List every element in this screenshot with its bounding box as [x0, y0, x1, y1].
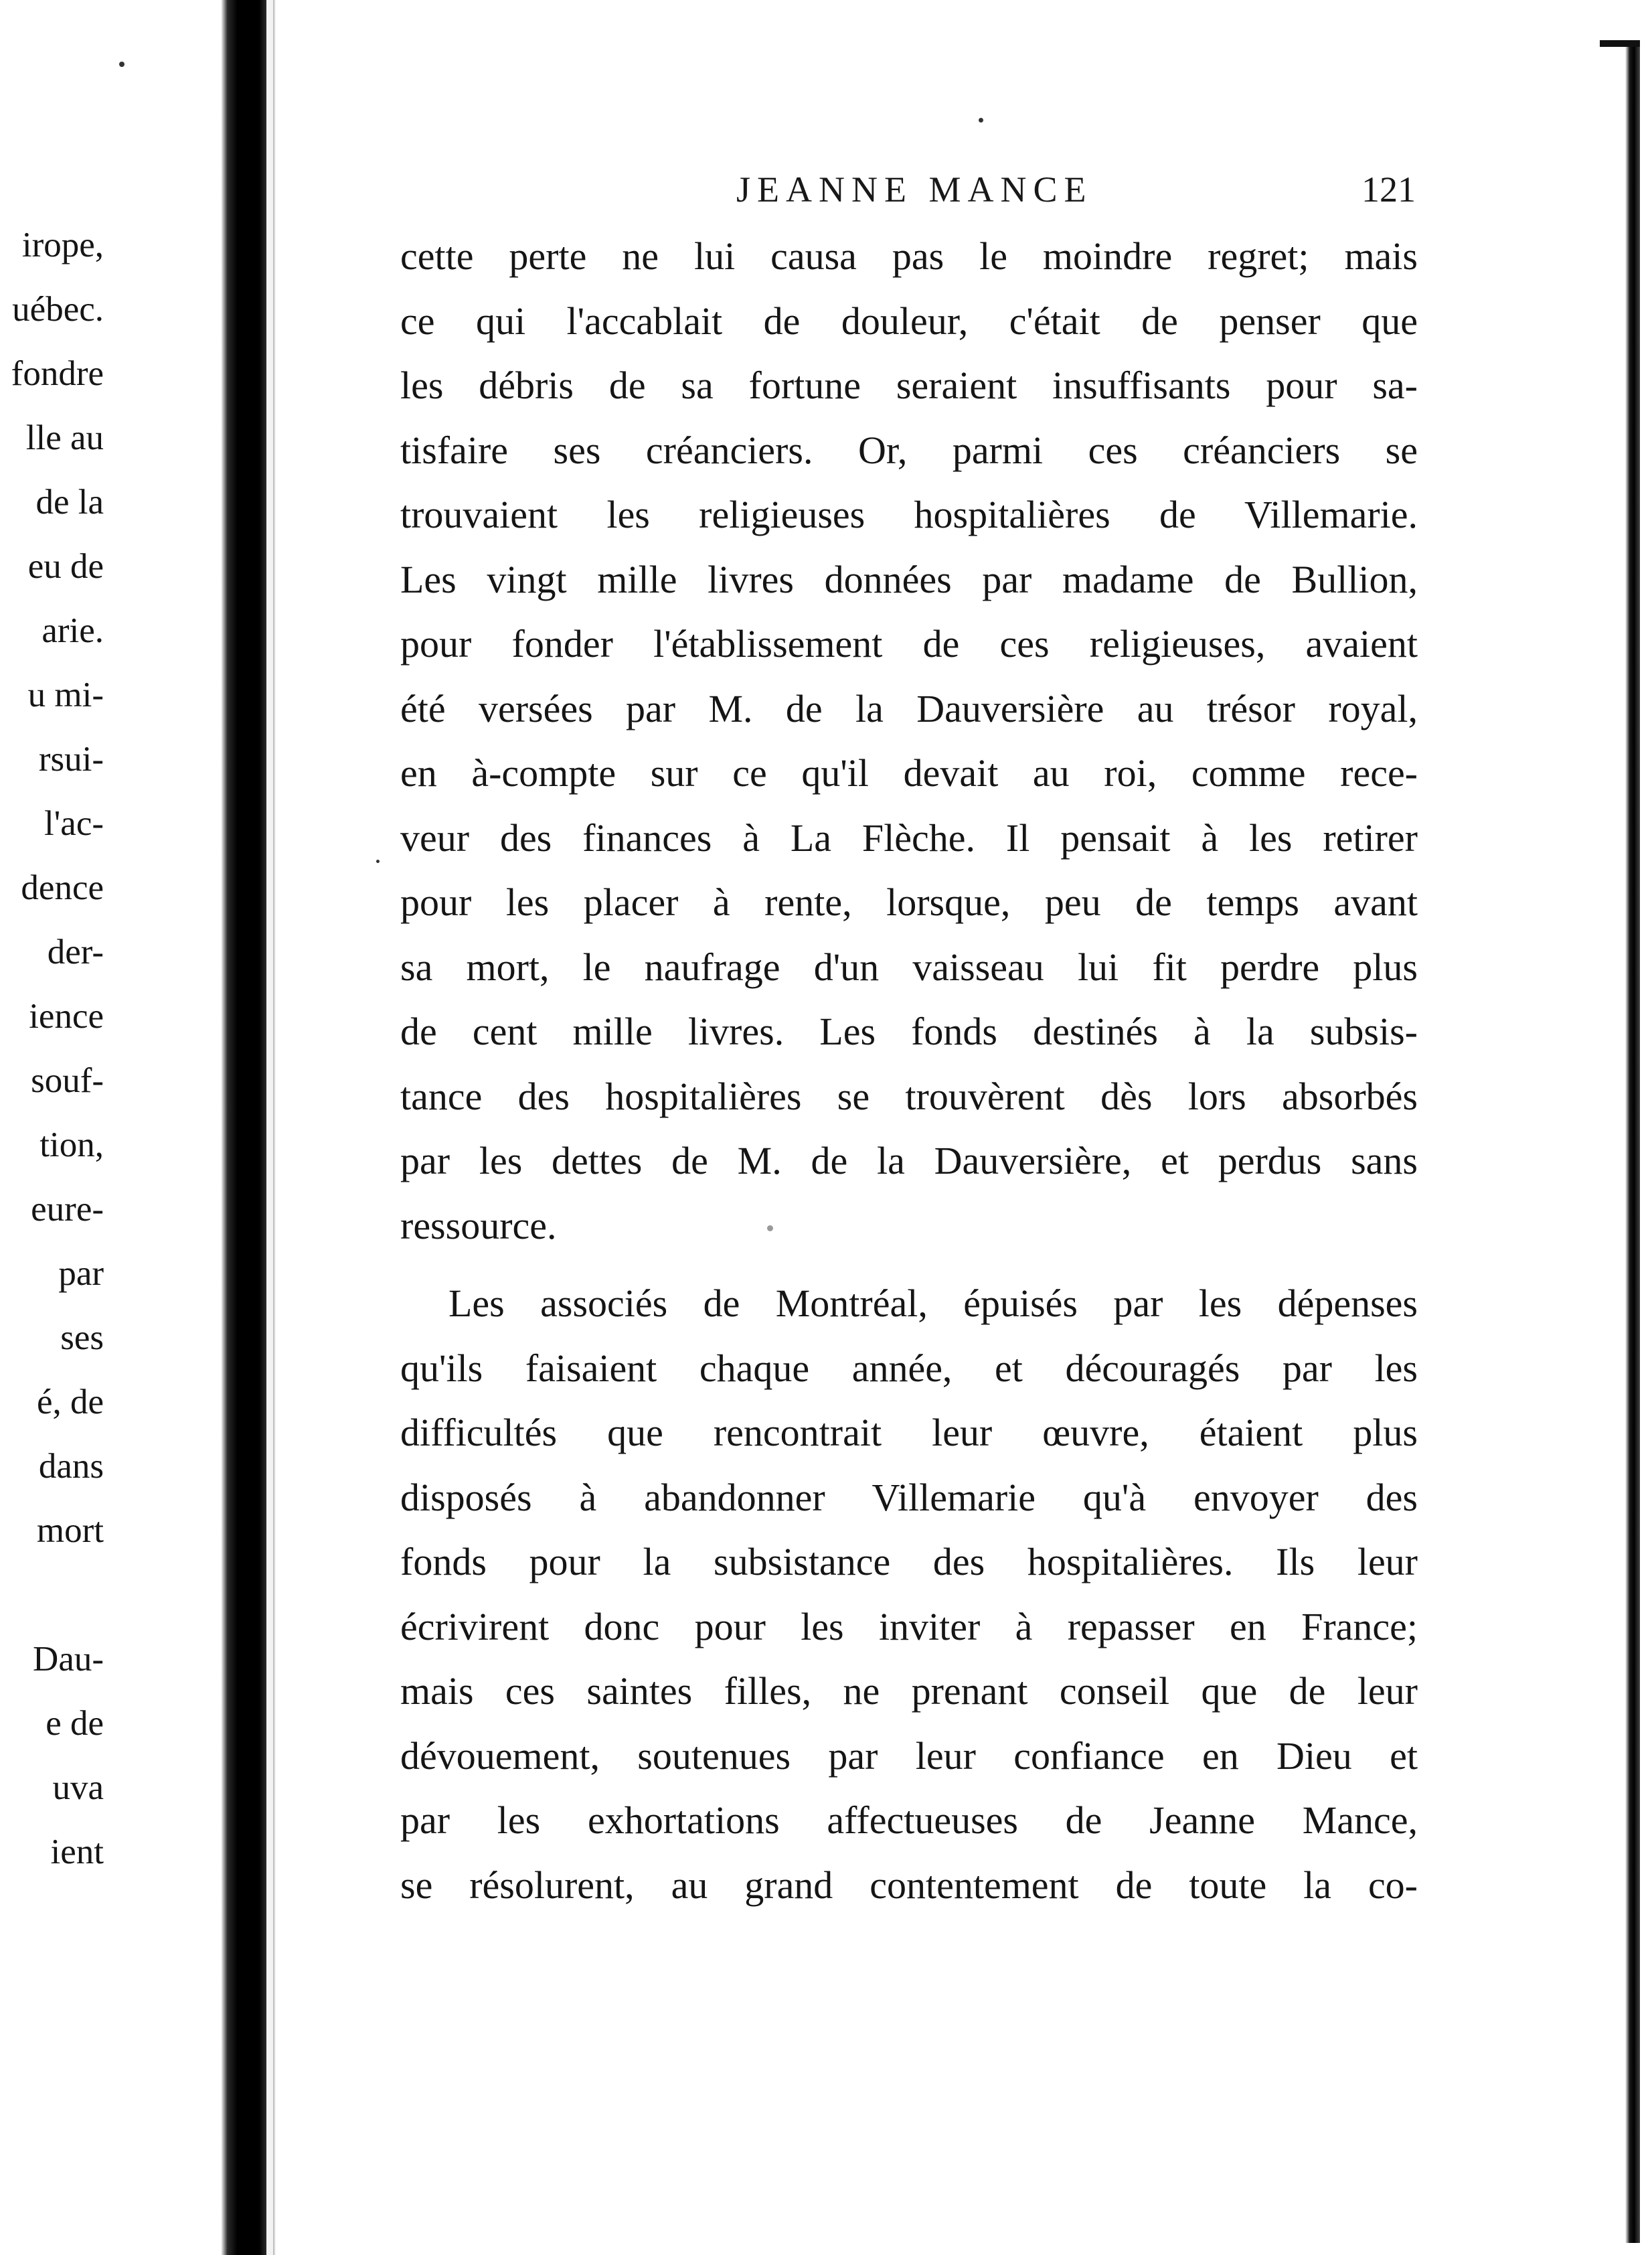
top-corner-shadow — [1600, 40, 1640, 47]
body-text-line: ce qui l'accablait de douleur, c'était de penser que — [400, 299, 1418, 343]
body-text — [400, 224, 1418, 1918]
body-text-line: trouvaient les religieuses hospitalières de Villemarie. — [400, 493, 1418, 536]
body-text-line: cette perte ne lui causa pas le moindre regret; mais — [400, 234, 1418, 278]
left-page-line: souf- — [31, 1061, 104, 1100]
body-text-line: Les associés de Montréal, épuisés par les dépenses — [448, 1281, 1418, 1325]
left-page-line: tion, — [39, 1125, 104, 1164]
body-text-line: qu'ils faisaient chaque année, et découragés par les — [400, 1346, 1418, 1390]
left-page-line: é, de — [36, 1383, 104, 1421]
body-text-line: veur des finances à La Flèche. Il pensait à les retirer — [400, 815, 1418, 860]
left-page-line: dans — [38, 1447, 104, 1486]
left-page-line: eu de — [27, 547, 104, 586]
body-text-line: de cent mille livres. Les fonds destinés à la subsis- — [400, 1010, 1418, 1053]
left-page-line: der- — [47, 933, 104, 971]
body-text-line: mais ces saintes filles, ne prenant conseil que de leur — [400, 1669, 1418, 1713]
left-page-line: l'ac- — [44, 804, 104, 843]
scan-speck — [767, 1225, 773, 1231]
left-page-line: ses — [60, 1318, 104, 1357]
paragraph-gap — [400, 1258, 1418, 1271]
left-page-line: uébec. — [12, 290, 104, 329]
body-text-line: disposés à abandonner Villemarie qu'à envoyer des — [400, 1475, 1418, 1519]
page-number: 121 — [1361, 169, 1416, 210]
left-page-line: uva — [52, 1768, 104, 1807]
body-text-line: se résolurent, au grand contentement de toute la co- — [400, 1863, 1418, 1907]
body-text-line: les débris de sa fortune seraient insuffisants pour sa- — [400, 364, 1418, 407]
body-text-line: dévouement, soutenues par leur confiance en Dieu et — [400, 1733, 1418, 1778]
left-page-line: dence — [21, 868, 104, 907]
gutter-edge — [266, 0, 273, 2255]
body-text-line: difficultés que rencontrait leur œuvre, étaient plus — [400, 1411, 1418, 1454]
left-page-line: irope, — [21, 226, 104, 264]
body-text-line: tisfaire ses créanciers. Or, parmi ces créanciers se — [400, 428, 1418, 472]
body-text-line: par les exhortations affectueuses de Jeanne Mance, — [400, 1798, 1418, 1842]
left-page-line: e de — [46, 1704, 104, 1743]
left-facing-page — [0, 0, 221, 2255]
body-text-line: été versées par M. de la Dauversière au trésor royal, — [400, 686, 1418, 730]
body-text-line: tance des hospitalières se trouvèrent dès lors absorbés — [400, 1074, 1418, 1118]
right-page-edge-shadow — [1625, 40, 1640, 2243]
scan-speck — [979, 118, 983, 123]
left-page-line: par — [58, 1254, 104, 1293]
left-page-line: rsui- — [38, 740, 104, 779]
body-text-line: écrivirent donc pour les inviter à repasser en France; — [400, 1604, 1418, 1648]
left-page-line: mort — [36, 1511, 104, 1550]
left-page-line: eure- — [31, 1190, 104, 1229]
running-title: JEANNE MANCE — [736, 169, 1093, 210]
left-page-line — [0, 1563, 221, 1627]
body-text-line: Les vingt mille livres données par madame de Bullion, — [400, 557, 1418, 601]
left-page-line: fondre — [11, 354, 104, 393]
body-text-line: en à-compte sur ce qu'il devait au roi, comme rece- — [400, 751, 1418, 795]
body-text-line: sa mort, le naufrage d'un vaisseau lui fit perdre plus — [400, 945, 1418, 989]
left-page-line: Dau- — [33, 1640, 104, 1679]
body-text-line: par les dettes de M. de la Dauversière, et perdus sans — [400, 1139, 1418, 1182]
body-text-line: fonds pour la subsistance des hospitalières. Ils leur — [400, 1540, 1418, 1583]
left-page-line: lle au — [25, 418, 104, 457]
body-text-line: pour fonder l'établissement de ces religieuses, avaient — [400, 622, 1418, 666]
left-page-line: u mi- — [27, 676, 104, 714]
scan-speck — [376, 860, 380, 863]
left-page-line: arie. — [42, 611, 104, 650]
body-text-line: pour les placer à rente, lorsque, peu de temps avant — [400, 880, 1418, 924]
left-page-text-column — [0, 213, 221, 1884]
left-page-line: ience — [29, 997, 104, 1036]
left-page-line: de la — [35, 483, 104, 522]
left-page-line: ient — [50, 1833, 104, 1871]
body-text-line: ressource. — [400, 1203, 557, 1247]
scan-speck — [119, 62, 125, 67]
